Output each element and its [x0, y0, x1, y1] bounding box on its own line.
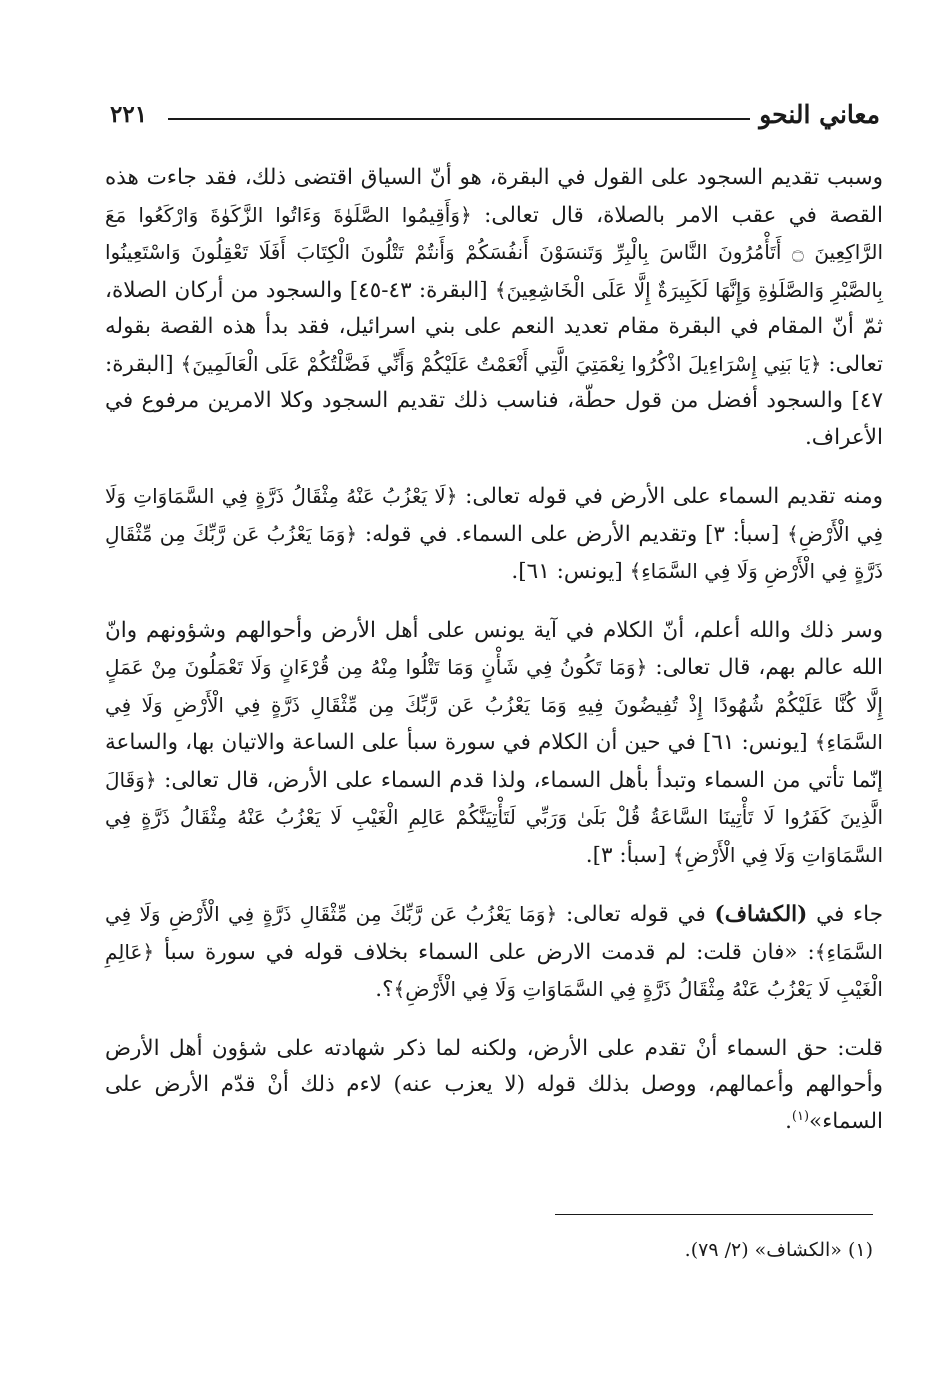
quran-verse: ﴿وَأَقِيمُوا الصَّلَوٰةَ وَءَاتُوا الزَّكَوٰةَ وَارْكَعُوا مَعَ الرَّاكِعِينَ ۝ أَتَأْمُرُونَ النَّاسَ بِالْبِرِّ وَتَنسَوْنَ أَنفُسَكُمْ وَأَنتُمْ تَتْلُونَ الْكِتَابَ أَفَلَا تَعْقِلُونَ وَاسْتَعِينُوا بِالصَّبْرِ وَالصَّلَوٰةِ وَإِنَّهَا لَكَبِيرَةٌ إِلَّا عَلَى الْخَاشِعِينَ﴾ — [105, 202, 883, 302]
paragraph — [105, 896, 883, 1009]
text-run: : «فان قلت: لم قدمت الارض على السماء بخلاف قوله في سورة سبأ — [154, 939, 815, 965]
page-header — [110, 96, 880, 136]
quran-verse: ﴿وَقَالَ الَّذِينَ كَفَرُوا لَا تَأْتِينَا السَّاعَةُ قُلْ بَلَىٰ وَرَبِّي لَتَأْتِيَنَّكُمْ عَالِمِ الْغَيْبِ لَا يَعْزُبُ عَنْهُ مِثْقَالُ ذَرَّةٍ فِي السَّمَاوَاتِ وَلَا فِي الْأَرْضِ﴾ — [105, 767, 883, 867]
quran-verse: ﴿لَا يَعْزُبُ عَنْهُ مِثْقَالُ ذَرَّةٍ فِي السَّمَاوَاتِ وَلَا فِي الْأَرْضِ﴾ — [105, 484, 884, 546]
book-reference: (الكشاف) — [714, 902, 808, 927]
quran-verse: ﴿يَا بَنِي إِسْرَاءِيلَ اذْكُرُوا نِعْمَتِيَ الَّتِي أَنْعَمْتُ عَلَيْكُمْ وَأَنِّي فَضَّلْتُكُمْ عَلَى الْعَالَمِينَ﴾ — [180, 351, 822, 376]
text-run: [سبأ: ٣] وتقديم الأرض على السماء. في قوله: — [357, 521, 788, 547]
footnote: (١) «الكشاف» (٢/ ٧٩). — [684, 1239, 873, 1261]
quran-verse: ﴿وَمَا يَعْزُبُ عَن رَّبِّكَ مِن مِّثْقَالِ ذَرَّةٍ فِي الْأَرْضِ وَلَا فِي السَّمَاءِ﴾ — [105, 902, 883, 964]
text-run: وسر ذلك والله أعلم، أنّ الكلام في آية يونس على أهل الأرض وأحوالهم وشؤونهم وانّ الله عالم بهم، قال تعالى: — [105, 617, 883, 680]
text-run: . — [785, 1108, 792, 1134]
footnote-marker: (١) — [791, 1108, 810, 1124]
text-run: [يونس: ٦١] في حين أن الكلام في سورة سبأ على الساعة والاتيان بها، والساعة إنّما تأتي من السماء وتبدأ بأهل السماء، ولذا قدم السماء على الأرض، قال تعالى: — [105, 730, 883, 793]
paragraph — [105, 1031, 883, 1141]
quran-verse: ﴿وَمَا تَكُونُ فِي شَأْنٍ وَمَا تَتْلُوا مِنْهُ مِن قُرْءَانٍ وَلَا تَعْمَلُونَ مِنْ عَمَلٍ إِلَّا كُنَّا عَلَيْكُمْ شُهُودًا إِذْ تُفِيضُونَ فِيهِ وَمَا يَعْزُبُ عَن رَّبِّكَ مِن مِّثْقَالِ ذَرَّةٍ فِي الْأَرْضِ وَلَا فِي السَّمَاءِ﴾ — [105, 655, 883, 754]
paragraph — [105, 613, 883, 875]
text-run: قلت: حق السماء أنْ تقدم على الأرض، ولكنه لما ذكر شهادته على شؤون أهل الأرض وأحوالهم وأعمالهم، ووصل بذلك قوله (لا يعزب عنه) لاءم ذلك أنْ قدّم الأرض على السماء» — [105, 1035, 883, 1134]
paragraph — [105, 160, 883, 456]
text-run: [يونس: ٦١]. — [511, 559, 630, 584]
paragraph — [105, 478, 883, 591]
page-number: ٢٢١ — [110, 101, 148, 128]
header-rule — [168, 118, 750, 120]
text-run: وسبب تقديم السجود على القول في البقرة، هو أنّ السياق اقتضى ذلك، فقد جاءت هذه القصة في عقب الامر بالصلاة، قال تعالى: — [105, 165, 883, 228]
text-run: في قوله تعالى: — [557, 902, 715, 927]
text-run: [سبأ: ٣]. — [585, 842, 673, 868]
text-run: [البقرة: ٤٣-٤٥] والسجود من أركان الصلاة، ثمّ أنّ المقام في البقرة مقام تعديد النعم على بني اسرائيل، فقد بدأ هذه القصة بقوله تعالى: — [105, 277, 883, 377]
book-title: معاني النحو — [759, 100, 880, 129]
text-run: ؟. — [375, 977, 394, 1002]
quran-verse: ﴿عَالِمِ الْغَيْبِ لَا يَعْزُبُ عَنْهُ مِثْقَالُ ذَرَّةٍ فِي السَّمَاوَاتِ وَلَا فِي الْأَرْضِ﴾ — [105, 939, 883, 1001]
body-text — [105, 160, 883, 1162]
footnote-rule — [555, 1214, 873, 1215]
text-run: [البقرة: ٤٧] والسجود أفضل من قول حطّة، فناسب ذلك تقديم السجود وكلا الامرين مرفوع في الأعراف. — [105, 351, 883, 450]
text-run: جاء في — [807, 902, 883, 927]
text-run: ومنه تقديم السماء على الأرض في قوله تعالى: — [457, 484, 883, 509]
quran-verse: ﴿وَمَا يَعْزُبُ عَن رَّبِّكَ مِن مِّثْقَالِ ذَرَّةٍ فِي الْأَرْضِ وَلَا فِي السَّمَاءِ﴾ — [105, 521, 883, 583]
